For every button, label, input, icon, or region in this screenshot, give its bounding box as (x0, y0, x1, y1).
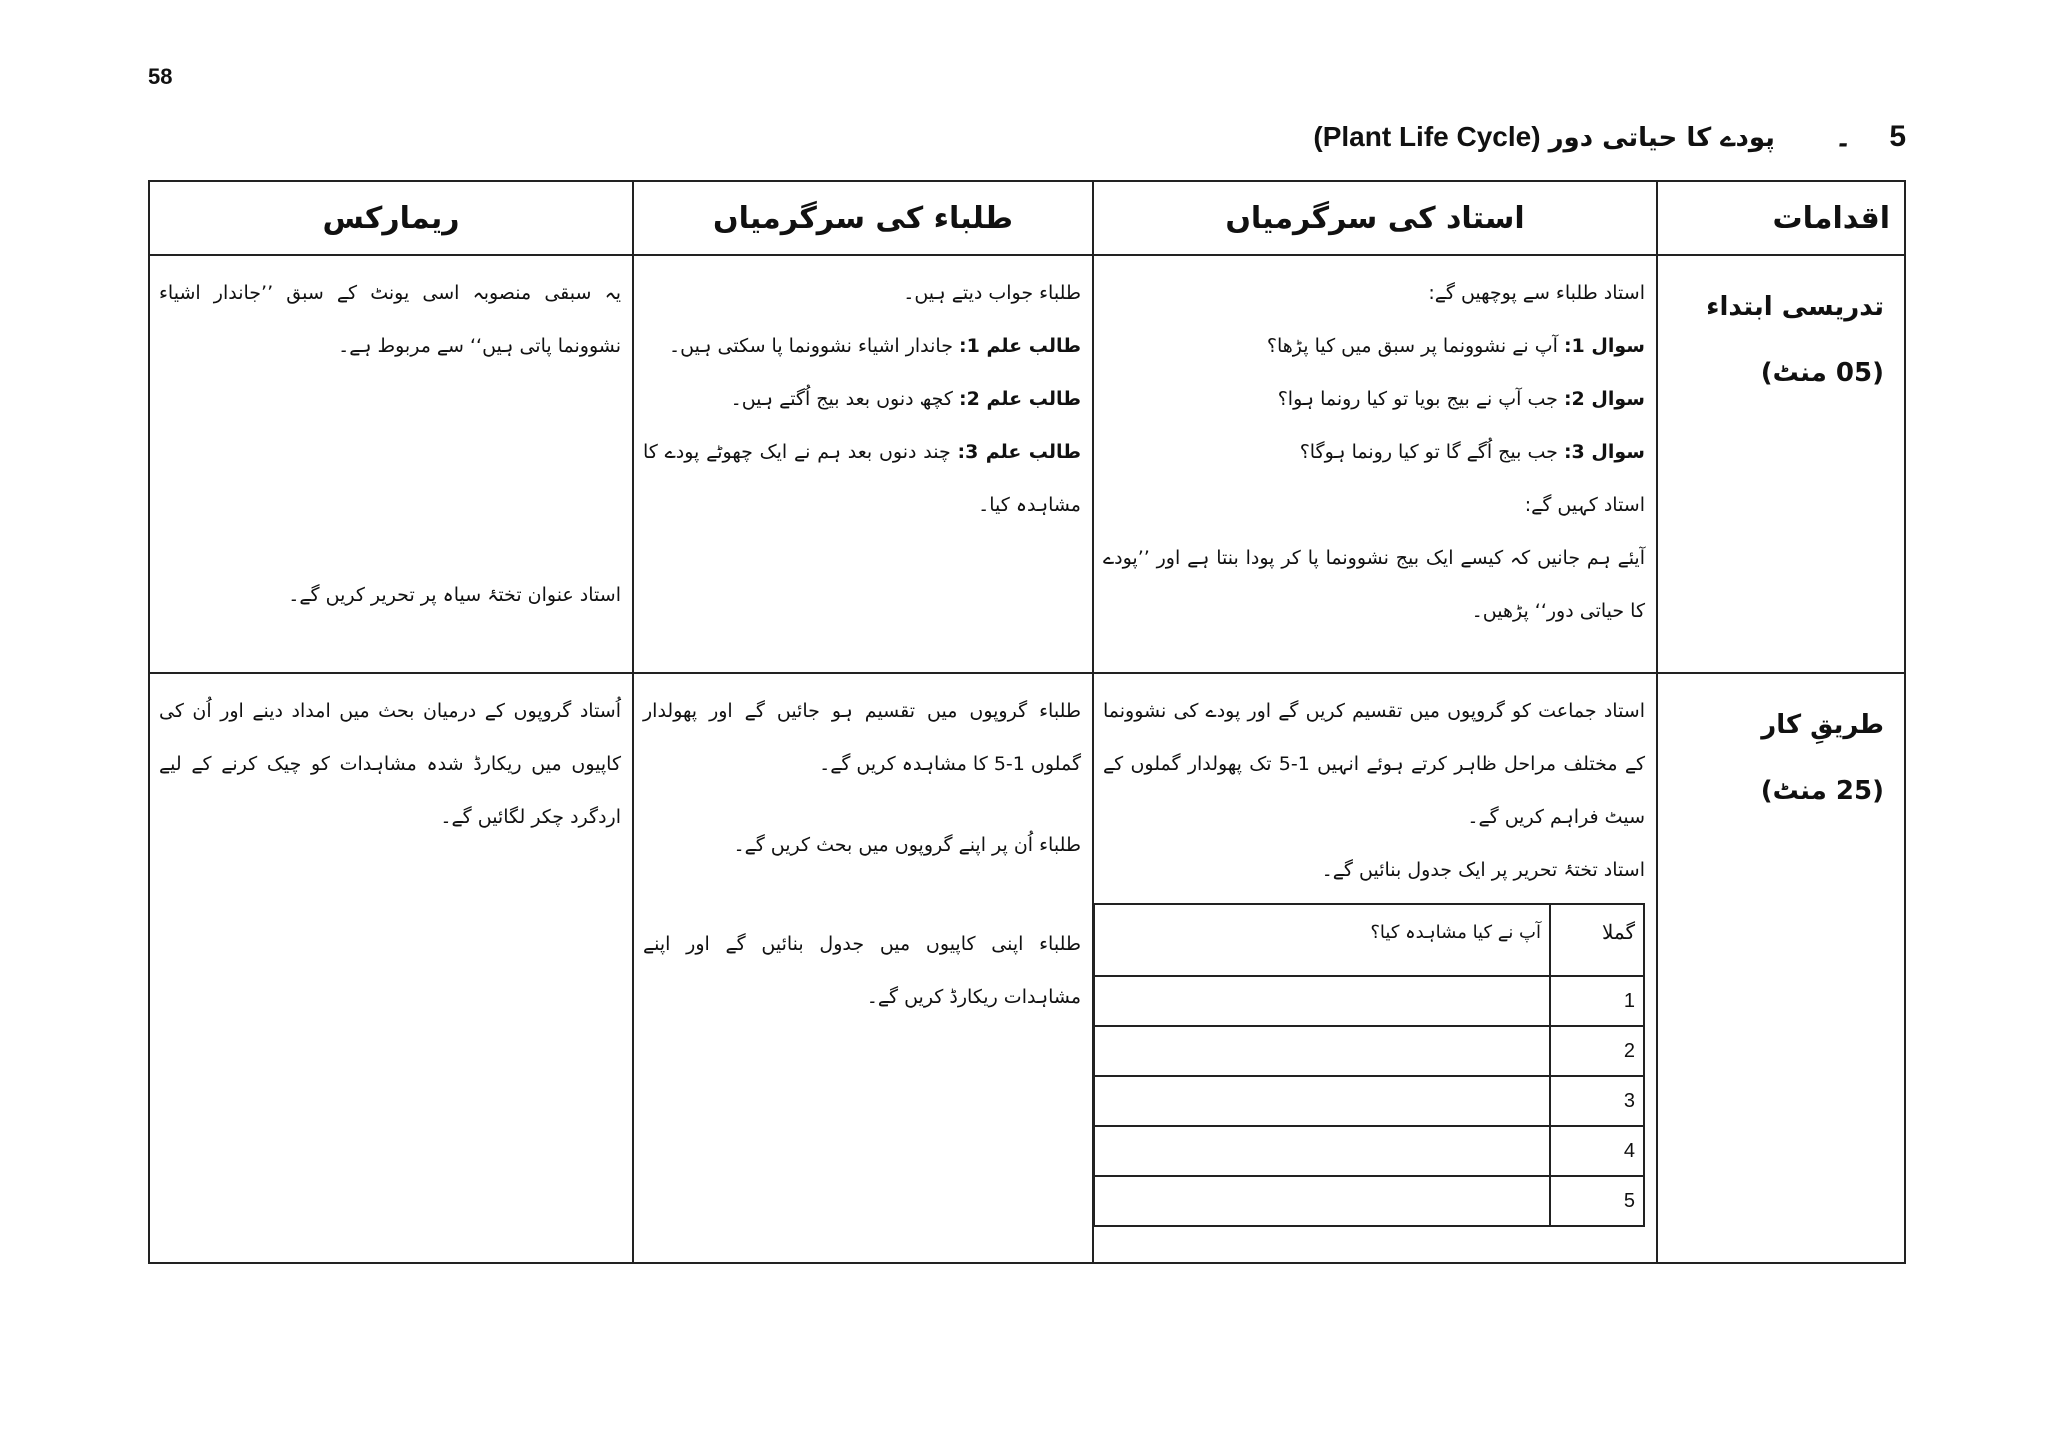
observation-pot-number: 4 (1550, 1126, 1644, 1176)
observation-pot-number: 2 (1550, 1026, 1644, 1076)
observation-cell (1094, 1126, 1550, 1176)
observation-header-question: آپ نے کیا مشاہدہ کیا؟ (1094, 904, 1550, 976)
method-step-cell (1657, 673, 1905, 1263)
observation-row (1094, 1176, 1644, 1226)
method-teacher-cell (1093, 673, 1657, 1263)
observation-row (1094, 1076, 1644, 1126)
page-number: 58 (148, 64, 173, 89)
observation-row (1094, 976, 1644, 1026)
intro-remark-1: یہ سبقی منصوبہ اسی یونٹ کے سبق ’’جاندار اشیاء نشوونما پاتی ہیں‘‘ سے مربوط ہے۔ (159, 282, 621, 357)
method-teacher-paragraph: استاد جماعت کو گروپوں میں تقسیم کریں گے اور پودے کی نشوونما کے مختلف مراحل ظاہر کرتے ہوئے انہیں 1-5 تک پھولدار گملوں کے سیٹ فراہم کریں گے۔ (1103, 700, 1645, 828)
method-student-paragraph: طلباء اپنی کاپیوں میں جدول بنائیں گے اور اپنے مشاہدات ریکارڈ کریں گے۔ (643, 933, 1081, 1008)
intro-teacher-line: استاد کہیں گے: (1524, 494, 1645, 516)
intro-student-answer-2: طالب علم 2: کچھ دنوں بعد بیج اُگتے ہیں۔ (730, 388, 1081, 410)
method-step-label: طریقِ کار (1761, 710, 1884, 740)
intro-teacher-question-3: سوال 3: جب بیج اُگے گا تو کیا رونما ہوگا؟ (1299, 441, 1645, 463)
intro-teacher-line: استاد طلباء سے پوچھیں گے: (1428, 282, 1645, 304)
observation-cell (1094, 1076, 1550, 1126)
intro-row (149, 255, 1905, 673)
intro-remark-2: استاد عنوان تختۂ سیاہ پر تحریر کریں گے۔ (288, 584, 621, 606)
observation-header-row (1094, 904, 1644, 976)
intro-teacher-cell (1093, 255, 1657, 673)
intro-teacher-question-1: سوال 1: آپ نے نشوونما پر سبق میں کیا پڑھا؟ (1266, 335, 1645, 357)
intro-step-cell (1657, 255, 1905, 673)
lesson-title-english: (Plant Life Cycle) (1313, 121, 1541, 152)
method-student-paragraph: طلباء اُن پر اپنے گروپوں میں بحث کریں گے۔ (733, 834, 1081, 856)
method-remarks-cell (149, 673, 633, 1263)
intro-student-answer-3: طالب علم 3: چند دنوں بعد ہم نے ایک چھوٹے پودے کا مشاہدہ کیا۔ (643, 441, 1081, 516)
lesson-title-urdu: پودے کا حیاتی دور (1548, 123, 1775, 153)
header-remarks: ریمارکس (149, 181, 633, 255)
observation-pot-number: 1 (1550, 976, 1644, 1026)
intro-remarks-cell (149, 255, 633, 673)
intro-teacher-question-2: سوال 2: جب آپ نے بیج بویا تو کیا رونما ہوا؟ (1277, 388, 1645, 410)
observation-pot-number: 3 (1550, 1076, 1644, 1126)
observation-cell (1094, 976, 1550, 1026)
observation-pot-number: 5 (1550, 1176, 1644, 1226)
intro-student-cell (633, 255, 1093, 673)
lesson-plan-table (148, 180, 1906, 1264)
intro-student-line: طلباء جواب دیتے ہیں۔ (903, 282, 1081, 304)
intro-step-time: (05 منٹ) (1760, 358, 1884, 388)
method-teacher-paragraph: استاد تختۂ تحریر پر ایک جدول بنائیں گے۔ (1321, 859, 1645, 881)
observation-header-pot: گملا (1550, 904, 1644, 976)
method-row (149, 673, 1905, 1263)
header-steps: اقدامات (1657, 181, 1905, 255)
observation-row (1094, 1126, 1644, 1176)
header-row (149, 181, 1905, 255)
intro-student-answer-1: طالب علم 1: جاندار اشیاء نشوونما پا سکتی ہیں۔ (669, 335, 1081, 357)
observation-cell (1094, 1176, 1550, 1226)
observation-cell (1094, 1026, 1550, 1076)
observation-table (1093, 903, 1645, 1227)
lesson-number: 5 (1889, 120, 1906, 153)
intro-step-label: تدریسی ابتداء (1706, 292, 1884, 322)
header-student-activities: طلباء کی سرگرمیاں (633, 181, 1093, 255)
observation-row (1094, 1026, 1644, 1076)
intro-teacher-line: آیئے ہم جانیں کہ کیسے ایک بیج نشوونما پا کر پودا بنتا ہے اور ’’پودے کا حیاتی دور‘‘ پڑھیں۔ (1103, 547, 1645, 622)
lesson-dash: ۔ (1834, 120, 1852, 153)
method-student-paragraph: طلباء گروپوں میں تقسیم ہو جائیں گے اور پھولدار گملوں 1-5 کا مشاہدہ کریں گے۔ (643, 700, 1081, 775)
method-step-time: (25 منٹ) (1760, 776, 1884, 806)
header-teacher-activities: استاد کی سرگرمیاں (1093, 181, 1657, 255)
lesson-title (1313, 120, 1906, 154)
method-remark: اُستاد گروپوں کے درمیان بحث میں امداد دینے اور اُن کی کاپیوں میں ریکارڈ شدہ مشاہدات کو چیک کرنے کے لیے اردگرد چکر لگائیں گے۔ (159, 700, 621, 828)
method-student-cell (633, 673, 1093, 1263)
